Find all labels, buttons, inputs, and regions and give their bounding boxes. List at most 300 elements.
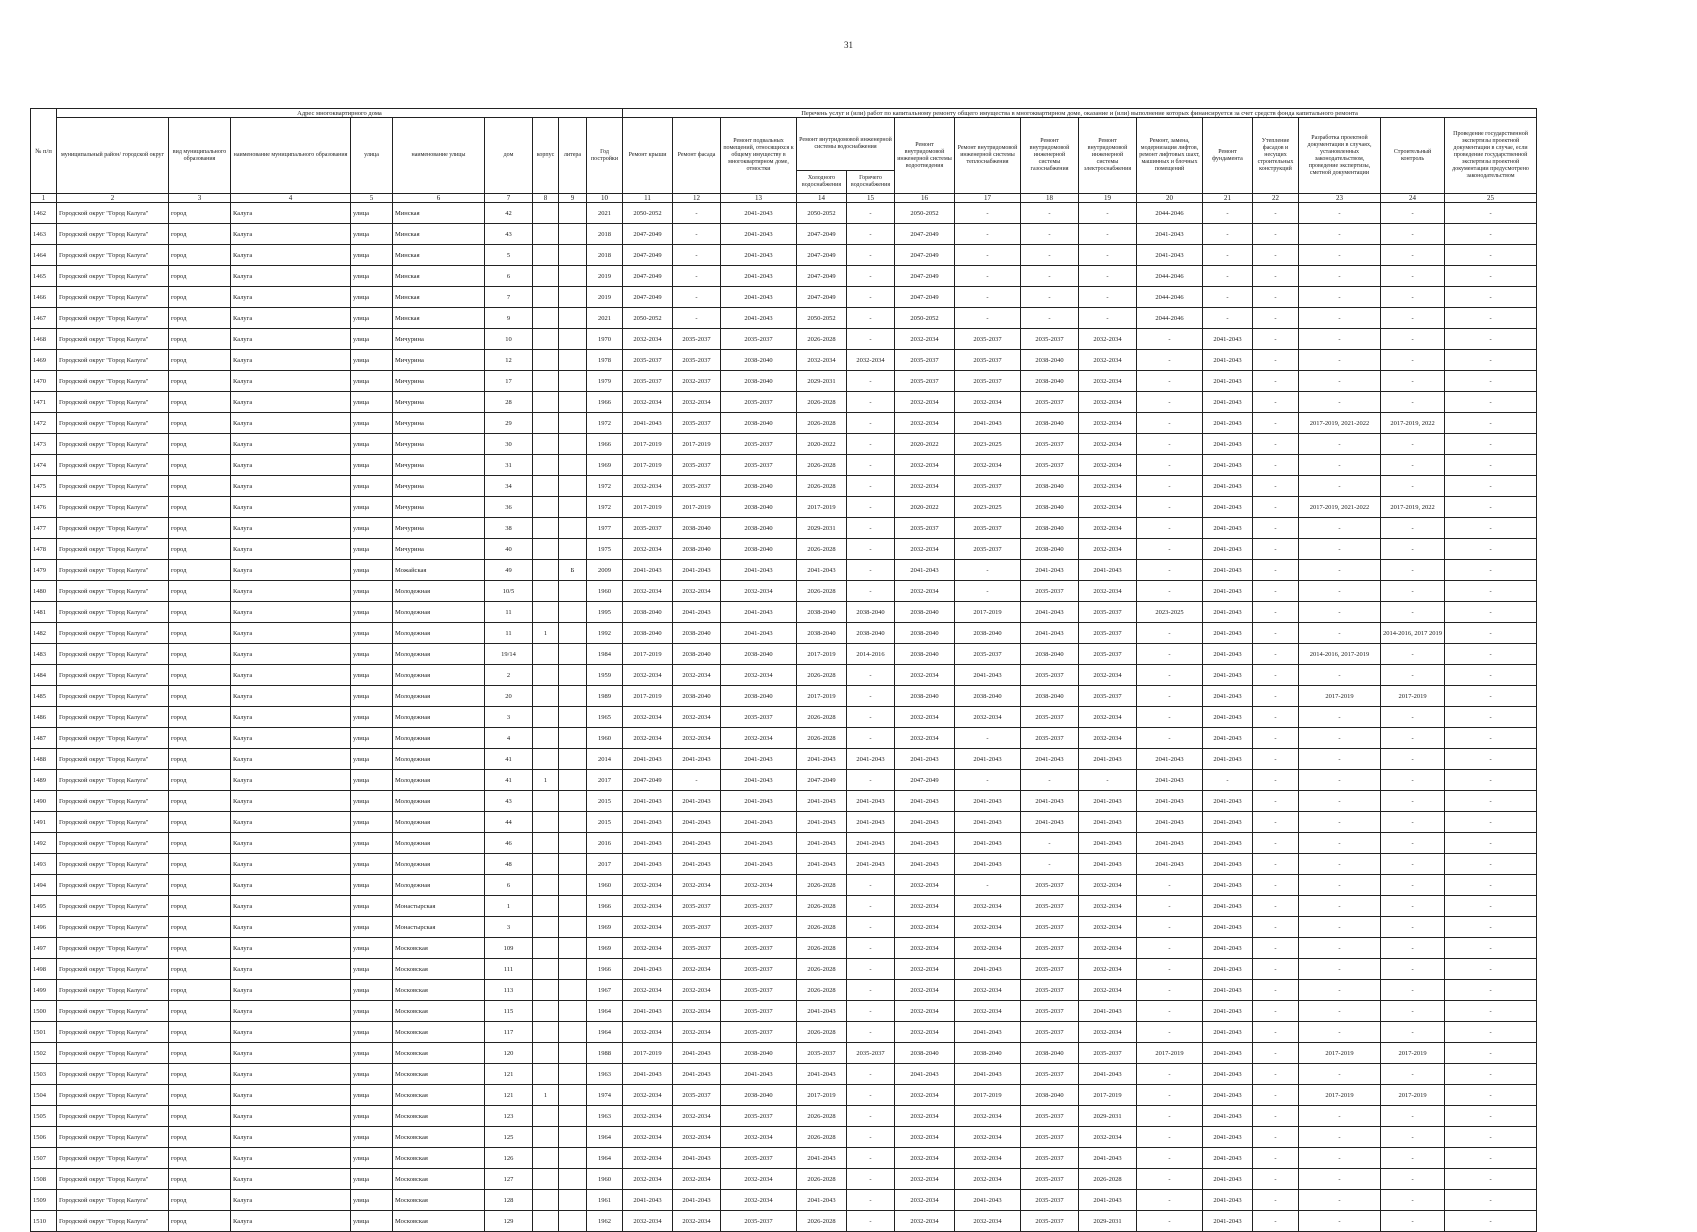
mo-name-cell: Калуга <box>231 1085 351 1106</box>
litera-cell <box>559 392 587 413</box>
construction-control-cell: - <box>1381 329 1445 350</box>
table-row <box>31 476 1537 497</box>
roof-repair-cell: 2038-2040 <box>623 602 673 623</box>
hot-water-cell: - <box>847 959 895 980</box>
gas-supply-cell: 2038-2040 <box>1021 497 1079 518</box>
heat-supply-cell: 2023-2025 <box>955 497 1021 518</box>
mo-name-cell: Калуга <box>231 917 351 938</box>
litera-cell <box>559 728 587 749</box>
mo-type-cell: город <box>169 833 231 854</box>
sewer-cell: 2032-2034 <box>895 1106 955 1127</box>
mo-type-cell: город <box>169 938 231 959</box>
facade-repair-cell: 2032-2034 <box>673 875 721 896</box>
gas-supply-cell: 2038-2040 <box>1021 644 1079 665</box>
table-row <box>31 833 1537 854</box>
col-year-header: Год постройки <box>587 118 623 194</box>
year-built-cell: 1960 <box>587 1169 623 1190</box>
facade-repair-cell: 2032-2034 <box>673 1169 721 1190</box>
warming-cell: - <box>1253 497 1299 518</box>
heat-supply-cell: 2032-2034 <box>955 980 1021 1001</box>
construction-control-cell: 2017-2019, 2022 <box>1381 497 1445 518</box>
row-number: 1470 <box>31 371 57 392</box>
heat-supply-cell: 2032-2034 <box>955 1169 1021 1190</box>
basement-repair-cell: 2038-2040 <box>721 476 797 497</box>
hot-water-cell: - <box>847 245 895 266</box>
district-cell: Городской округ "Город Калуга" <box>57 1064 169 1085</box>
foundation-cell: - <box>1203 287 1253 308</box>
row-number: 1478 <box>31 539 57 560</box>
heat-supply-cell: 2041-2043 <box>955 1022 1021 1043</box>
warming-cell: - <box>1253 770 1299 791</box>
col-num-header: № п/п <box>31 109 57 194</box>
electric-supply-cell: 2032-2034 <box>1079 581 1137 602</box>
mo-name-cell: Калуга <box>231 287 351 308</box>
lift-repair-cell: - <box>1137 1127 1203 1148</box>
foundation-cell: 2041-2043 <box>1203 1106 1253 1127</box>
roof-repair-cell: 2050-2052 <box>623 203 673 224</box>
district-cell: Городской округ "Город Калуга" <box>57 434 169 455</box>
row-number: 1497 <box>31 938 57 959</box>
sewer-cell: 2047-2049 <box>895 245 955 266</box>
sewer-cell: 2032-2034 <box>895 455 955 476</box>
basement-repair-cell: 2035-2037 <box>721 917 797 938</box>
row-number: 1486 <box>31 707 57 728</box>
street-type-cell: улица <box>351 1001 393 1022</box>
facade-repair-cell: 2035-2037 <box>673 455 721 476</box>
house-cell: 46 <box>485 833 533 854</box>
korpus-cell <box>533 791 559 812</box>
street-name-cell: Московская <box>393 938 485 959</box>
basement-repair-cell: 2041-2043 <box>721 854 797 875</box>
litera-cell <box>559 959 587 980</box>
korpus-cell <box>533 896 559 917</box>
heat-supply-cell: 2041-2043 <box>955 1190 1021 1211</box>
construction-control-cell: - <box>1381 539 1445 560</box>
col-expertise-header: Проведение государственной экспертизы проектной документации в случае, если проведение государственной экспертизы проектной документации предусмотрено законодательством <box>1445 118 1537 194</box>
table-row <box>31 455 1537 476</box>
mo-type-cell: город <box>169 413 231 434</box>
litera-cell <box>559 791 587 812</box>
mo-name-cell: Калуга <box>231 203 351 224</box>
house-cell: 36 <box>485 497 533 518</box>
construction-control-cell: - <box>1381 812 1445 833</box>
street-type-cell: улица <box>351 1148 393 1169</box>
basement-repair-cell: 2032-2034 <box>721 875 797 896</box>
mo-type-cell: город <box>169 770 231 791</box>
col-elec-header: Ремонт внутридомовой инженерной системы электроснабжения <box>1079 118 1137 194</box>
hot-water-cell: - <box>847 917 895 938</box>
heat-supply-cell: 2017-2019 <box>955 602 1021 623</box>
street-name-cell: Минская <box>393 287 485 308</box>
mo-type-cell: город <box>169 665 231 686</box>
design-docs-cell: - <box>1299 1022 1381 1043</box>
street-name-cell: Московская <box>393 1064 485 1085</box>
foundation-cell: - <box>1203 308 1253 329</box>
lift-repair-cell: 2044-2046 <box>1137 266 1203 287</box>
street-name-cell: Молодежная <box>393 812 485 833</box>
house-cell: 1 <box>485 896 533 917</box>
table-row <box>31 1106 1537 1127</box>
foundation-cell: 2041-2043 <box>1203 1001 1253 1022</box>
state-expertise-cell: - <box>1445 1085 1537 1106</box>
lift-repair-cell: 2041-2043 <box>1137 812 1203 833</box>
foundation-cell: 2041-2043 <box>1203 854 1253 875</box>
litera-cell <box>559 1085 587 1106</box>
street-name-cell: Молодежная <box>393 707 485 728</box>
mo-type-cell: город <box>169 980 231 1001</box>
hot-water-cell: - <box>847 1127 895 1148</box>
electric-supply-cell: - <box>1079 287 1137 308</box>
heat-supply-cell: - <box>955 224 1021 245</box>
gas-supply-cell: 2035-2037 <box>1021 392 1079 413</box>
warming-cell: - <box>1253 203 1299 224</box>
sewer-cell: 2047-2049 <box>895 266 955 287</box>
warming-cell: - <box>1253 308 1299 329</box>
hot-water-cell: - <box>847 1085 895 1106</box>
basement-repair-cell: 2032-2034 <box>721 665 797 686</box>
warming-cell: - <box>1253 980 1299 1001</box>
hot-water-cell: 2014-2016 <box>847 644 895 665</box>
warming-cell: - <box>1253 854 1299 875</box>
lift-repair-cell: - <box>1137 1022 1203 1043</box>
table-row <box>31 749 1537 770</box>
sewer-cell: 2020-2022 <box>895 434 955 455</box>
hot-water-cell: - <box>847 203 895 224</box>
lift-repair-cell: 2041-2043 <box>1137 833 1203 854</box>
heat-supply-cell: 2038-2040 <box>955 1043 1021 1064</box>
lift-repair-cell: - <box>1137 959 1203 980</box>
row-number: 1510 <box>31 1211 57 1232</box>
warming-cell: - <box>1253 791 1299 812</box>
row-number: 1506 <box>31 1127 57 1148</box>
year-built-cell: 2018 <box>587 245 623 266</box>
warming-cell: - <box>1253 749 1299 770</box>
electric-supply-cell: 2032-2034 <box>1079 329 1137 350</box>
litera-cell <box>559 707 587 728</box>
column-number: 9 <box>559 194 587 203</box>
gas-supply-cell: 2038-2040 <box>1021 539 1079 560</box>
year-built-cell: 2017 <box>587 770 623 791</box>
design-docs-cell: - <box>1299 245 1381 266</box>
warming-cell: - <box>1253 959 1299 980</box>
cold-water-cell: 2041-2043 <box>797 560 847 581</box>
facade-repair-cell: 2032-2034 <box>673 1001 721 1022</box>
facade-repair-cell: 2017-2019 <box>673 497 721 518</box>
heat-supply-cell: 2032-2034 <box>955 1148 1021 1169</box>
lift-repair-cell: 2044-2046 <box>1137 203 1203 224</box>
electric-supply-cell: 2041-2043 <box>1079 1001 1137 1022</box>
warming-cell: - <box>1253 560 1299 581</box>
street-name-cell: Монастырская <box>393 896 485 917</box>
district-cell: Городской округ "Город Калуга" <box>57 245 169 266</box>
construction-control-cell: - <box>1381 959 1445 980</box>
design-docs-cell: 2017-2019, 2021-2022 <box>1299 497 1381 518</box>
litera-cell <box>559 1190 587 1211</box>
construction-control-cell: - <box>1381 728 1445 749</box>
basement-repair-cell: 2038-2040 <box>721 350 797 371</box>
design-docs-cell: - <box>1299 917 1381 938</box>
electric-supply-cell: - <box>1079 245 1137 266</box>
mo-type-cell: город <box>169 350 231 371</box>
sewer-cell: 2047-2049 <box>895 287 955 308</box>
electric-supply-cell: 2041-2043 <box>1079 1148 1137 1169</box>
table-row <box>31 1127 1537 1148</box>
roof-repair-cell: 2041-2043 <box>623 413 673 434</box>
table-row <box>31 1001 1537 1022</box>
street-name-cell: Молодежная <box>393 581 485 602</box>
house-cell: 6 <box>485 875 533 896</box>
basement-repair-cell: 2038-2040 <box>721 686 797 707</box>
basement-repair-cell: 2032-2034 <box>721 728 797 749</box>
row-number: 1509 <box>31 1190 57 1211</box>
design-docs-cell: 2017-2019 <box>1299 1043 1381 1064</box>
mo-type-cell: город <box>169 329 231 350</box>
gas-supply-cell: 2038-2040 <box>1021 413 1079 434</box>
design-docs-cell: - <box>1299 224 1381 245</box>
roof-repair-cell: 2032-2034 <box>623 581 673 602</box>
cold-water-cell: 2041-2043 <box>797 812 847 833</box>
facade-repair-cell: 2041-2043 <box>673 602 721 623</box>
hot-water-cell: - <box>847 476 895 497</box>
construction-control-cell: - <box>1381 791 1445 812</box>
cold-water-cell: 2026-2028 <box>797 728 847 749</box>
mo-type-cell: город <box>169 812 231 833</box>
row-number: 1465 <box>31 266 57 287</box>
facade-repair-cell: 2032-2037 <box>673 371 721 392</box>
heat-supply-cell: 2032-2034 <box>955 455 1021 476</box>
litera-cell <box>559 1043 587 1064</box>
basement-repair-cell: 2041-2043 <box>721 833 797 854</box>
litera-cell <box>559 371 587 392</box>
litera-cell <box>559 434 587 455</box>
state-expertise-cell: - <box>1445 371 1537 392</box>
electric-supply-cell: - <box>1079 203 1137 224</box>
korpus-cell <box>533 812 559 833</box>
facade-repair-cell: 2041-2043 <box>673 560 721 581</box>
foundation-cell: 2041-2043 <box>1203 917 1253 938</box>
column-number: 2 <box>57 194 169 203</box>
facade-repair-cell: 2035-2037 <box>673 1085 721 1106</box>
row-number: 1480 <box>31 581 57 602</box>
design-docs-cell: - <box>1299 665 1381 686</box>
col-design-header: Разработка проектной документации в случаях, установленных законодательством, проведение экспертизы, сметной документации <box>1299 118 1381 194</box>
year-built-cell: 1972 <box>587 497 623 518</box>
litera-cell <box>559 686 587 707</box>
row-number: 1466 <box>31 287 57 308</box>
house-cell: 41 <box>485 749 533 770</box>
litera-cell <box>559 203 587 224</box>
construction-control-cell: - <box>1381 896 1445 917</box>
roof-repair-cell: 2047-2049 <box>623 287 673 308</box>
construction-control-cell: - <box>1381 518 1445 539</box>
korpus-cell <box>533 665 559 686</box>
design-docs-cell: - <box>1299 938 1381 959</box>
litera-cell <box>559 770 587 791</box>
litera-cell <box>559 602 587 623</box>
street-type-cell: улица <box>351 644 393 665</box>
column-number: 6 <box>393 194 485 203</box>
year-built-cell: 1978 <box>587 350 623 371</box>
gas-supply-cell: 2035-2037 <box>1021 665 1079 686</box>
lift-repair-cell: - <box>1137 413 1203 434</box>
warming-cell: - <box>1253 833 1299 854</box>
cold-water-cell: 2038-2040 <box>797 602 847 623</box>
mo-type-cell: город <box>169 266 231 287</box>
electric-supply-cell: 2029-2031 <box>1079 1106 1137 1127</box>
capital-repair-table <box>30 108 1537 1232</box>
warming-cell: - <box>1253 728 1299 749</box>
facade-repair-cell: 2035-2037 <box>673 938 721 959</box>
design-docs-cell: - <box>1299 287 1381 308</box>
mo-name-cell: Калуга <box>231 749 351 770</box>
table-row <box>31 539 1537 560</box>
korpus-cell <box>533 728 559 749</box>
table-row <box>31 434 1537 455</box>
foundation-cell: 2041-2043 <box>1203 665 1253 686</box>
sewer-cell: 2038-2040 <box>895 623 955 644</box>
column-number: 10 <box>587 194 623 203</box>
construction-control-cell: - <box>1381 455 1445 476</box>
korpus-cell <box>533 959 559 980</box>
state-expertise-cell: - <box>1445 980 1537 1001</box>
column-number: 3 <box>169 194 231 203</box>
sewer-cell: 2032-2034 <box>895 728 955 749</box>
heat-supply-cell: 2041-2043 <box>955 791 1021 812</box>
row-number: 1496 <box>31 917 57 938</box>
row-number: 1472 <box>31 413 57 434</box>
warming-cell: - <box>1253 371 1299 392</box>
design-docs-cell: - <box>1299 707 1381 728</box>
row-number: 1463 <box>31 224 57 245</box>
street-type-cell: улица <box>351 1169 393 1190</box>
heat-supply-cell: 2032-2034 <box>955 1001 1021 1022</box>
mo-name-cell: Калуга <box>231 959 351 980</box>
basement-repair-cell: 2035-2037 <box>721 1211 797 1232</box>
gas-supply-cell: 2035-2037 <box>1021 1064 1079 1085</box>
year-built-cell: 1960 <box>587 875 623 896</box>
state-expertise-cell: - <box>1445 476 1537 497</box>
heat-supply-cell: 2032-2034 <box>955 392 1021 413</box>
construction-control-cell: - <box>1381 707 1445 728</box>
house-cell: 43 <box>485 791 533 812</box>
facade-repair-cell: 2032-2034 <box>673 1211 721 1232</box>
mo-name-cell: Калуга <box>231 455 351 476</box>
street-type-cell: улица <box>351 833 393 854</box>
foundation-cell: - <box>1203 770 1253 791</box>
sewer-cell: 2038-2040 <box>895 602 955 623</box>
col-basement-header: Ремонт подвальных помещений, относящихся к общему имуществу в многоквартирном доме, отмостки <box>721 118 797 194</box>
electric-supply-cell: 2032-2034 <box>1079 959 1137 980</box>
korpus-cell <box>533 1022 559 1043</box>
street-type-cell: улица <box>351 938 393 959</box>
korpus-cell: 1 <box>533 623 559 644</box>
electric-supply-cell: 2032-2034 <box>1079 455 1137 476</box>
column-number: 14 <box>797 194 847 203</box>
litera-cell <box>559 1169 587 1190</box>
foundation-cell: 2041-2043 <box>1203 1043 1253 1064</box>
street-type-cell: улица <box>351 413 393 434</box>
mo-name-cell: Калуга <box>231 686 351 707</box>
state-expertise-cell: - <box>1445 938 1537 959</box>
year-built-cell: 1964 <box>587 1148 623 1169</box>
litera-cell <box>559 833 587 854</box>
basement-repair-cell: 2041-2043 <box>721 560 797 581</box>
street-type-cell: улица <box>351 308 393 329</box>
electric-supply-cell: - <box>1079 266 1137 287</box>
district-cell: Городской округ "Город Калуга" <box>57 875 169 896</box>
column-number: 4 <box>231 194 351 203</box>
district-cell: Городской округ "Город Калуга" <box>57 1106 169 1127</box>
roof-repair-cell: 2041-2043 <box>623 791 673 812</box>
heat-supply-cell: 2023-2025 <box>955 434 1021 455</box>
construction-control-cell: - <box>1381 308 1445 329</box>
house-cell: 31 <box>485 455 533 476</box>
foundation-cell: 2041-2043 <box>1203 644 1253 665</box>
construction-control-cell: 2017-2019, 2022 <box>1381 413 1445 434</box>
table-row <box>31 1148 1537 1169</box>
house-cell: 7 <box>485 287 533 308</box>
gas-supply-cell: 2041-2043 <box>1021 560 1079 581</box>
roof-repair-cell: 2047-2049 <box>623 266 673 287</box>
construction-control-cell: - <box>1381 665 1445 686</box>
hot-water-cell: - <box>847 770 895 791</box>
gas-supply-cell: 2035-2037 <box>1021 1211 1079 1232</box>
construction-control-cell: - <box>1381 392 1445 413</box>
year-built-cell: 1966 <box>587 434 623 455</box>
gas-supply-cell: - <box>1021 287 1079 308</box>
gas-supply-cell: 2038-2040 <box>1021 1085 1079 1106</box>
mo-type-cell: город <box>169 749 231 770</box>
design-docs-cell: - <box>1299 980 1381 1001</box>
cold-water-cell: 2029-2031 <box>797 518 847 539</box>
district-cell: Городской округ "Город Калуга" <box>57 560 169 581</box>
litera-cell <box>559 917 587 938</box>
heat-supply-cell: 2032-2034 <box>955 1211 1021 1232</box>
mo-type-cell: город <box>169 287 231 308</box>
warming-cell: - <box>1253 812 1299 833</box>
heat-supply-cell: 2017-2019 <box>955 1085 1021 1106</box>
district-cell: Городской округ "Город Калуга" <box>57 1043 169 1064</box>
mo-name-cell: Калуга <box>231 833 351 854</box>
litera-cell <box>559 1022 587 1043</box>
year-built-cell: 2016 <box>587 833 623 854</box>
lift-repair-cell: - <box>1137 623 1203 644</box>
gas-supply-cell: 2035-2037 <box>1021 728 1079 749</box>
col-district-header: муниципальный район/ городской округ <box>57 118 169 194</box>
table-row <box>31 644 1537 665</box>
row-number: 1501 <box>31 1022 57 1043</box>
table-row <box>31 707 1537 728</box>
district-cell: Городской округ "Город Калуга" <box>57 1085 169 1106</box>
electric-supply-cell: 2035-2037 <box>1079 644 1137 665</box>
state-expertise-cell: - <box>1445 602 1537 623</box>
house-cell: 44 <box>485 812 533 833</box>
street-type-cell: улица <box>351 1022 393 1043</box>
heat-supply-cell: 2038-2040 <box>955 686 1021 707</box>
row-number: 1469 <box>31 350 57 371</box>
roof-repair-cell: 2032-2034 <box>623 917 673 938</box>
col-gas-header: Ремонт внутридомовой инженерной системы газоснабжения <box>1021 118 1079 194</box>
warming-cell: - <box>1253 1085 1299 1106</box>
street-type-cell: улица <box>351 224 393 245</box>
column-number: 16 <box>895 194 955 203</box>
lift-repair-cell: - <box>1137 686 1203 707</box>
foundation-cell: 2041-2043 <box>1203 1022 1253 1043</box>
electric-supply-cell: 2029-2031 <box>1079 1211 1137 1232</box>
sewer-cell: 2032-2034 <box>895 665 955 686</box>
design-docs-cell: - <box>1299 308 1381 329</box>
year-built-cell: 1965 <box>587 707 623 728</box>
